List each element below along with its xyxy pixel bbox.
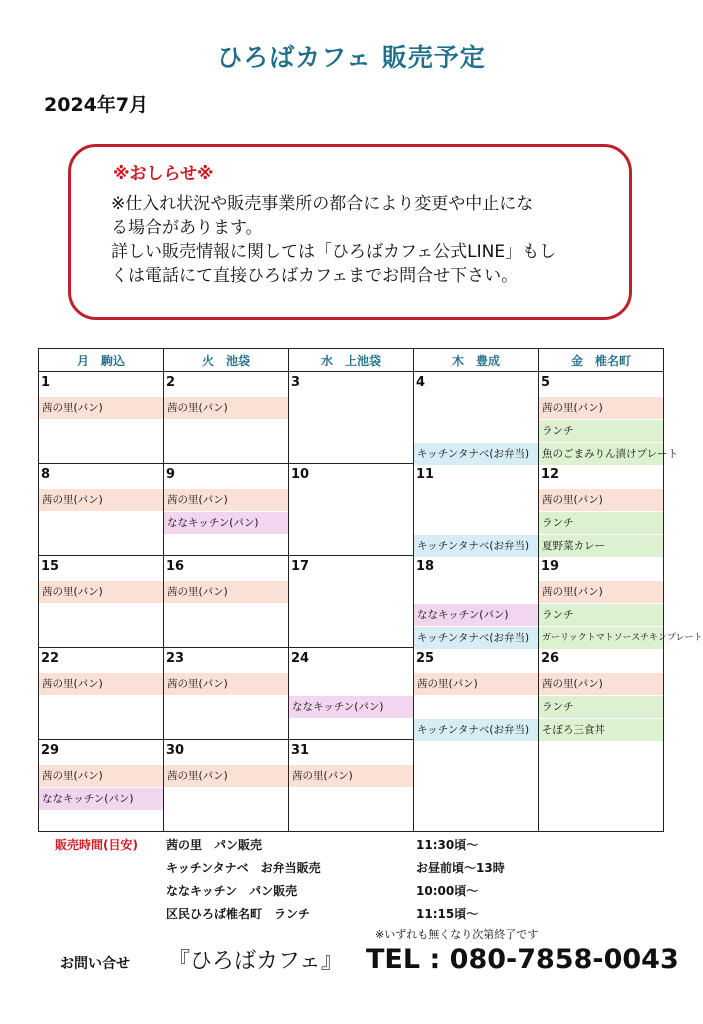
contact-label: お問い合せ [60,956,130,972]
calendar-day-cell [39,648,164,740]
calendar-day-cell [539,740,664,832]
weekday-header: 火 池袋 [164,349,289,372]
hours-vendor: キッチンタナベ お弁当販売 [166,861,321,875]
calendar-week-row [39,648,664,740]
calendar-day-cell [539,648,664,740]
vendor-entry: 魚のごまみりん漬けプレート [539,443,663,465]
vendor-entry: ななキッチン(パン) [289,696,413,718]
vendor-entry: ななキッチン(パン) [414,604,538,626]
calendar-day-cell [164,464,289,556]
vendor-entry: キッチンタナベ(お弁当) [414,627,538,649]
calendar-day-cell [289,464,414,556]
vendor-entry: 茜の里(パン) [39,397,163,419]
hours-vendor: ななキッチン パン販売 [166,884,298,898]
day-number: 9 [166,467,176,482]
hours-vendor: 区民ひろば椎名町 ランチ [166,907,311,921]
page-title: ひろばカフェ 販売予定 [217,43,486,72]
vendor-entry: 夏野菜カレー [539,535,663,557]
weekday-header: 水 上池袋 [289,349,414,372]
calendar-day-cell [414,372,539,464]
calendar-day-cell [289,372,414,464]
calendar-day-cell [164,372,289,464]
vendor-entry: 茜の里(パン) [39,673,163,695]
calendar-day-cell [39,464,164,556]
day-number: 12 [541,467,560,482]
hours-vendor: 茜の里 パン販売 [166,838,263,852]
calendar-day-cell [289,556,414,648]
vendor-entry: キッチンタナベ(お弁当) [414,719,538,741]
vendor-entry: ななキッチン(パン) [39,788,163,810]
hours-note: ※いずれも無くなり次第終了です [375,928,539,941]
month-label: 2024年7月 [44,94,149,116]
hours-time: 10:00頃～ [416,884,479,898]
vendor-entry: 茜の里(パン) [539,673,663,695]
calendar-day-cell [164,556,289,648]
vendor-entry: 茜の里(パン) [39,489,163,511]
day-number: 2 [166,375,176,390]
vendor-entry: 茜の里(パン) [539,581,663,603]
vendor-entry: 茜の里(パン) [289,765,413,787]
vendor-entry: ランチ [539,512,663,534]
vendor-entry: 茜の里(パン) [164,581,288,603]
weekday-header: 月 駒込 [39,349,164,372]
notice-line: る場合があります。 [111,218,263,238]
calendar-day-cell [39,556,164,648]
calendar-day-cell [39,372,164,464]
day-number: 18 [416,559,435,574]
hours-time: 11:30頃～ [416,838,479,852]
contact-cafe-name: 『ひろばカフェ』 [168,949,343,974]
notice-line: くは電話にて直接ひろばカフェまでお問合せ下さい。 [111,266,519,286]
calendar-day-cell [414,648,539,740]
day-number: 4 [416,375,426,390]
vendor-entry: ランチ [539,696,663,718]
calendar-day-cell [164,740,289,832]
vendor-entry: 茜の里(パン) [164,489,288,511]
vendor-entry: キッチンタナベ(お弁当) [414,443,538,465]
contact-phone: TEL : 080-7858-0043 [366,944,679,975]
day-number: 15 [41,559,60,574]
calendar-day-cell [289,648,414,740]
vendor-entry: 茜の里(パン) [164,397,288,419]
vendor-entry: そぼろ三食丼 [539,719,663,741]
calendar-week-row [39,372,664,464]
sales-hours-label: 販売時間(目安) [55,838,138,852]
vendor-entry: ガーリックトマトソースチキンプレート [539,627,663,649]
vendor-entry: 茜の里(パン) [164,765,288,787]
day-number: 11 [416,467,435,482]
calendar-week-row [39,464,664,556]
day-number: 1 [41,375,51,390]
vendor-entry: 茜の里(パン) [539,397,663,419]
calendar-day-cell [539,372,679,464]
calendar-week-row [39,556,664,648]
vendor-entry: 茜の里(パン) [164,673,288,695]
calendar-day-cell [539,464,664,556]
day-number: 8 [41,467,51,482]
calendar-week-row [39,740,664,832]
day-number: 10 [291,467,310,482]
calendar-day-cell [289,740,414,832]
hours-time: お昼前頃～13時 [416,861,505,875]
calendar-day-cell [539,556,703,648]
notice-line: 詳しい販売情報に関しては「ひろばカフェ公式LINE」もし [111,242,557,262]
calendar-day-cell [39,740,164,832]
day-number: 26 [541,651,560,666]
calendar-day-cell [414,556,539,648]
notice-box [68,144,632,320]
vendor-entry: 茜の里(パン) [539,489,663,511]
sales-calendar [38,348,703,832]
day-number: 19 [541,559,560,574]
vendor-entry: ななキッチン(パン) [164,512,288,534]
calendar-body [39,372,703,832]
vendor-entry: キッチンタナベ(お弁当) [414,535,538,557]
calendar-header-row [39,349,664,372]
day-number: 30 [166,743,185,758]
day-number: 29 [41,743,60,758]
day-number: 25 [416,651,435,666]
calendar-day-cell [414,464,539,556]
day-number: 24 [291,651,310,666]
day-number: 23 [166,651,185,666]
notice-heading: ※おしらせ※ [113,164,214,184]
calendar-day-cell [164,648,289,740]
vendor-entry: 茜の里(パン) [414,673,538,695]
weekday-header: 木 豊成 [414,349,539,372]
day-number: 3 [291,375,301,390]
vendor-entry: 茜の里(パン) [39,765,163,787]
day-number: 31 [291,743,310,758]
day-number: 16 [166,559,185,574]
vendor-entry: 茜の里(パン) [39,581,163,603]
day-number: 22 [41,651,60,666]
notice-line: ※仕入れ状況や販売事業所の都合により変更や中止にな [111,194,534,214]
vendor-entry: ランチ [539,420,663,442]
vendor-entry: ランチ [539,604,663,626]
weekday-header: 金 椎名町 [539,349,664,372]
calendar-day-cell [414,740,539,832]
day-number: 5 [541,375,551,390]
hours-time: 11:15頃～ [416,907,479,921]
day-number: 17 [291,559,310,574]
